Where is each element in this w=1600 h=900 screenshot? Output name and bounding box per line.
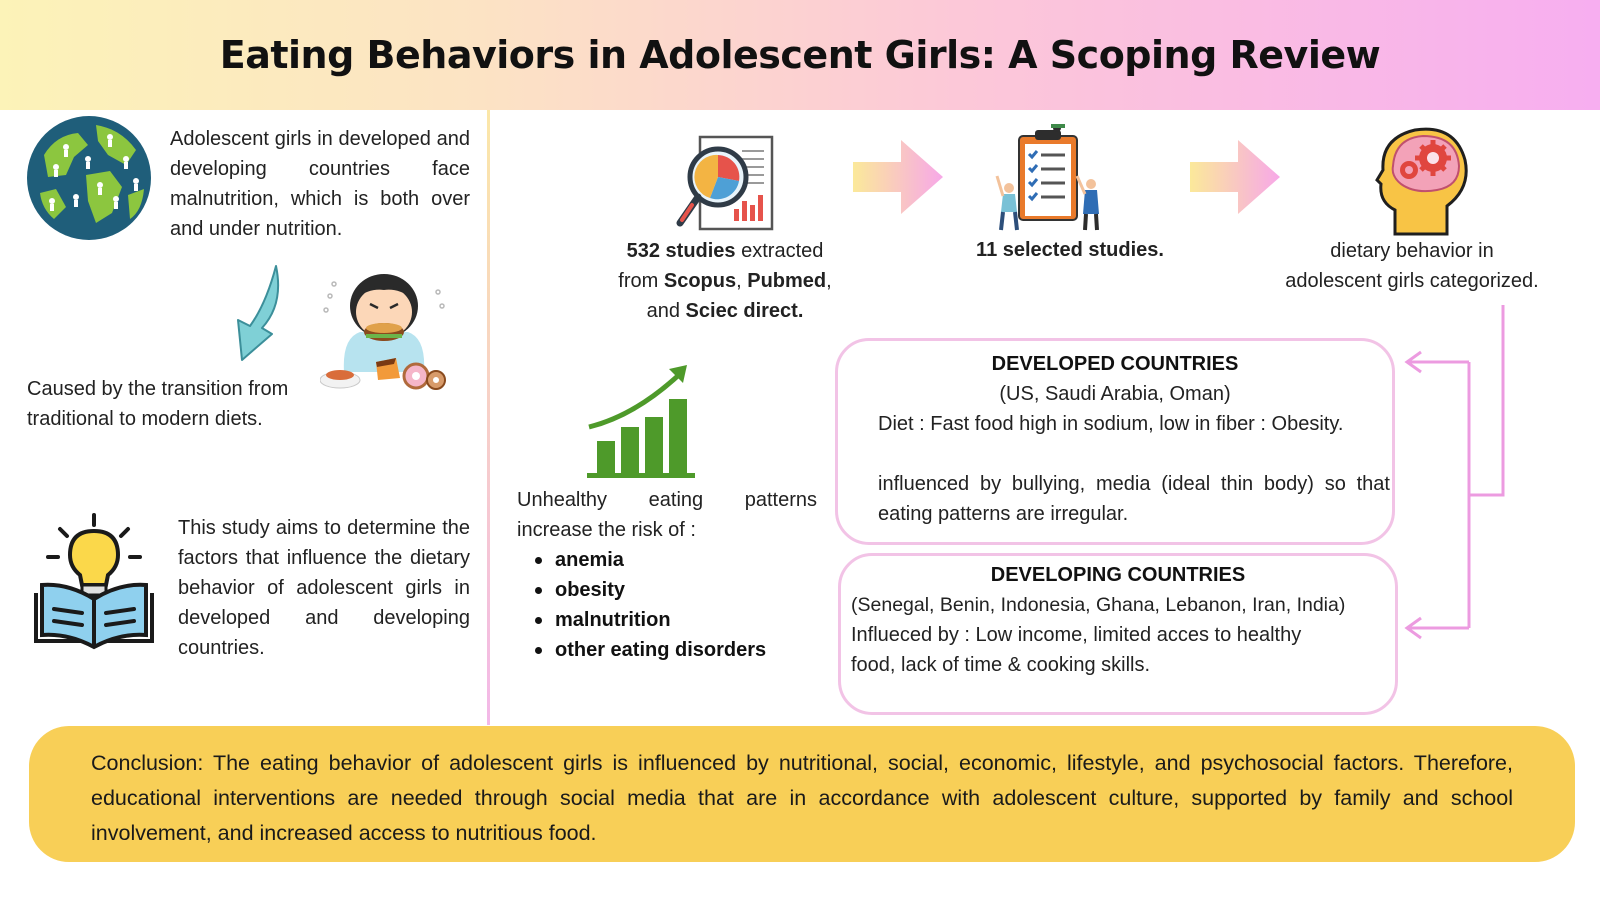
- list-item: anemia: [535, 545, 766, 575]
- column-divider: [487, 110, 490, 725]
- step2-label: 11 selected studies.: [976, 239, 1164, 261]
- step3-line2: adolescent girls categorized.: [1285, 270, 1539, 292]
- risk-intro: [517, 485, 817, 545]
- conclusion-banner: [29, 726, 1575, 862]
- source-pubmed: Pubmed: [747, 270, 827, 292]
- malnutrition-text: Adolescent girls in developed and developing countries face malnutrition, which is both over and under nutrition.: [170, 128, 470, 240]
- magnifier-report-icon: [676, 135, 776, 235]
- list-item: malnutrition: [535, 605, 766, 635]
- step2-text: [930, 235, 1210, 265]
- checklist-team-icon: [995, 124, 1105, 232]
- developing-countries: (Senegal, Benin, Indonesia, Ghana, Lebanon, Iran, India): [851, 594, 1346, 616]
- header-banner: [0, 0, 1600, 110]
- list-item: other eating disorders: [535, 635, 766, 665]
- cause-text: Caused by the transition from traditional to modern diets.: [27, 378, 289, 430]
- growth-chart-icon: [585, 363, 697, 481]
- step1-extracted: extracted: [735, 240, 824, 262]
- developing-influence: Influeced by : Low income, limited acces to healthy food, lack of time & cooking skills.: [851, 624, 1302, 676]
- lightbulb-book-icon: [30, 513, 158, 651]
- conclusion-text: Conclusion: The eating behavior of adolescent girls is influenced by nutritional, social, economic, lifestyle, and psychosocial factors. Therefore, educational interventions are needed through social media that are in accordance with adolescent culture, supported by family and school involvement, and increased access to nutritious food.: [91, 751, 1513, 845]
- developing-countries-box: [838, 553, 1398, 715]
- aim-text: This study aims to determine the factors that influence the dietary behavior of adolescent girls in developed and developing countries.: [178, 517, 470, 659]
- risk-intro-line2: increase the risk of :: [517, 519, 696, 541]
- step1-comma: ,: [826, 270, 832, 292]
- step3-text: [1262, 236, 1562, 296]
- risk-word: eating: [648, 489, 704, 511]
- risk-word: patterns: [744, 489, 817, 511]
- step1-and: and: [646, 300, 686, 322]
- globe-icon: [26, 115, 152, 241]
- risk-word: Unhealthy: [517, 489, 608, 511]
- developed-countries: (US, Saudi Arabia, Oman): [999, 383, 1231, 405]
- list-item: obesity: [535, 575, 766, 605]
- developed-countries-box: [835, 338, 1395, 545]
- developed-diet: Diet : Fast food high in sodium, low in fiber : Obesity.: [878, 413, 1344, 435]
- step3-line1: dietary behavior in: [1330, 240, 1494, 262]
- flow-arrow-1: [853, 140, 943, 214]
- category-connector: [1395, 300, 1515, 650]
- source-scopus: Scopus: [663, 270, 737, 292]
- page-title: Eating Behaviors in Adolescent Girls: A Scoping Review: [219, 33, 1381, 77]
- developing-title: DEVELOPING COUNTRIES: [990, 564, 1246, 586]
- source-sciencedirect: Sciec direct.: [685, 300, 804, 322]
- head-gears-icon: [1375, 124, 1471, 236]
- step1-count: 532 studies: [626, 240, 736, 262]
- eating-girl-icon: [320, 262, 448, 398]
- curved-down-arrow-icon: [232, 264, 288, 364]
- step1-text: [600, 236, 850, 326]
- developed-influence: influenced by bullying, media (ideal thin body) so that eating patterns are irregular.: [878, 473, 1390, 525]
- risk-list: [535, 545, 766, 665]
- flow-arrow-2: [1190, 140, 1280, 214]
- step1-comma: ,: [736, 270, 748, 292]
- step1-from: from: [618, 270, 664, 292]
- developed-title: DEVELOPED COUNTRIES: [991, 353, 1239, 375]
